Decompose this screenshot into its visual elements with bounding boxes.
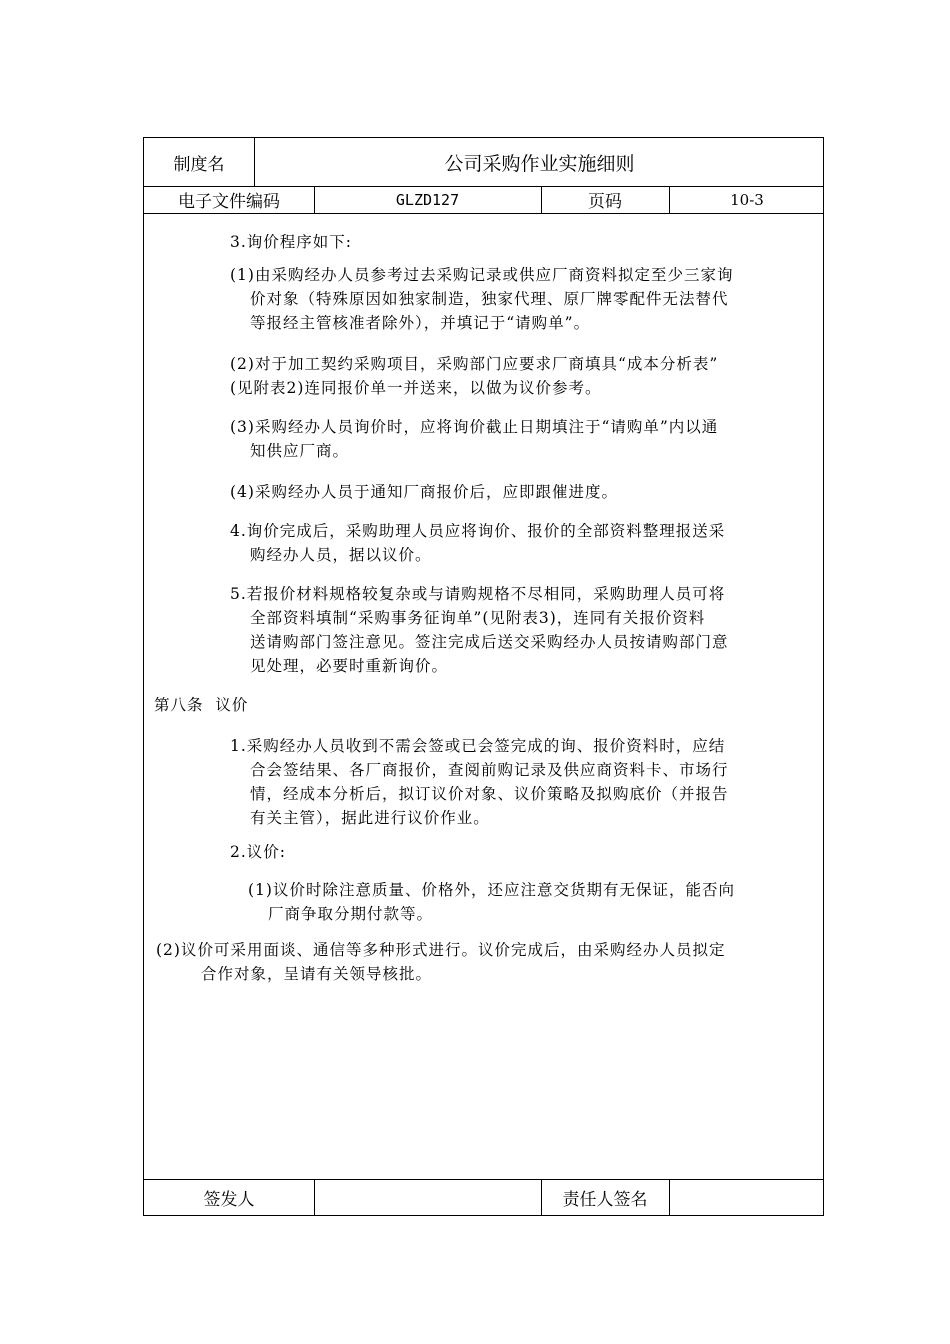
- text-line: (2)对于加工契约采购项目，采购部门应要求厂商填具“成本分析表”: [230, 355, 719, 373]
- text-line: 见处理，必要时重新询价。: [250, 657, 449, 675]
- text-line: 价对象（特殊原因如独家制造，独家代理、原厂牌零配件无法替代: [250, 290, 729, 308]
- row-divider: [144, 213, 823, 214]
- paragraph: [230, 230, 352, 254]
- file-code-label: 电子文件编码: [178, 192, 280, 212]
- policy-name-label: 制度名: [173, 154, 225, 175]
- text-line: 5.若报价材料规格较复杂或与请购规格不尽相同，采购助理人员可将: [230, 585, 726, 603]
- responsible-signature-label: 责任人签名: [562, 1189, 648, 1210]
- text-line: 全部资料填制“采购事务征询单”(见附表3)，连同有关报价资料: [250, 609, 706, 627]
- text-line: 合作对象，呈请有关领导核批。: [201, 965, 433, 983]
- paragraph: [230, 840, 286, 864]
- paragraph: [230, 519, 725, 567]
- text-line: 有关主管），据此进行议价作业。: [250, 809, 490, 827]
- text-line: 购经办人员，据以议价。: [250, 546, 432, 564]
- responsible-signature-field[interactable]: [669, 1179, 825, 1215]
- text-line: 4.询价完成后，采购助理人员应将询价、报价的全部资料整理报送采: [230, 522, 726, 540]
- text-line: 情，经成本分析后，拟订议价对象、议价策略及拟购底价（并报告: [250, 785, 729, 803]
- paragraph: [230, 415, 718, 463]
- text-line: 第八条 议价: [154, 696, 249, 714]
- paragraph: [156, 938, 725, 986]
- text-line: 1.采购经办人员收到不需会签或已会签完成的询、报价资料时，应结: [230, 737, 726, 755]
- text-line: (1)议价时除注意质量、价格外，还应注意交货期有无保证，能否向: [248, 881, 735, 899]
- text-line: (3)采购经办人员询价时，应将询价截止日期填注于“请购单”内以通: [230, 418, 719, 436]
- page-label: 页码: [588, 192, 622, 212]
- article-heading: [154, 693, 248, 717]
- policy-title: 公司采购作业实施细则: [444, 152, 635, 175]
- paragraph: [230, 734, 729, 830]
- text-line: 等报经主管核准者除外），并填记于“请购单”。: [250, 314, 591, 332]
- paragraph: [248, 878, 735, 926]
- document-table: [143, 137, 824, 1216]
- paragraph: [230, 480, 618, 504]
- paragraph: [230, 263, 733, 335]
- text-line: 厂商争取分期付款等。: [268, 905, 434, 923]
- issuer-label: 签发人: [203, 1189, 255, 1210]
- text-line: (1)由采购经办人员参考过去采购记录或供应厂商资料拟定至少三家询: [230, 266, 734, 284]
- paragraph: [230, 352, 718, 400]
- text-line: 合会签结果、各厂商报价，查阅前购记录及供应商资料卡、市场行: [250, 761, 729, 779]
- text-line: (4)采购经办人员于通知厂商报价后，应即跟催进度。: [230, 483, 618, 501]
- page-number: 10-3: [730, 190, 764, 209]
- issuer-field[interactable]: [314, 1179, 541, 1215]
- text-line: (2)议价可采用面谈、通信等多种形式进行。议价完成后，由采购经办人员拟定: [156, 941, 726, 959]
- file-code-value: GLZD127: [395, 190, 460, 209]
- paragraph: [230, 582, 729, 678]
- text-line: 送请购部门签注意见。签注完成后送交采购经办人员按请购部门意: [250, 633, 729, 651]
- text-line: 2.议价:: [230, 843, 287, 861]
- text-line: 3.询价程序如下:: [230, 233, 353, 251]
- text-line: (见附表2)连同报价单一并送来，以做为议价参考。: [230, 379, 602, 397]
- text-line: 知供应厂商。: [250, 442, 350, 460]
